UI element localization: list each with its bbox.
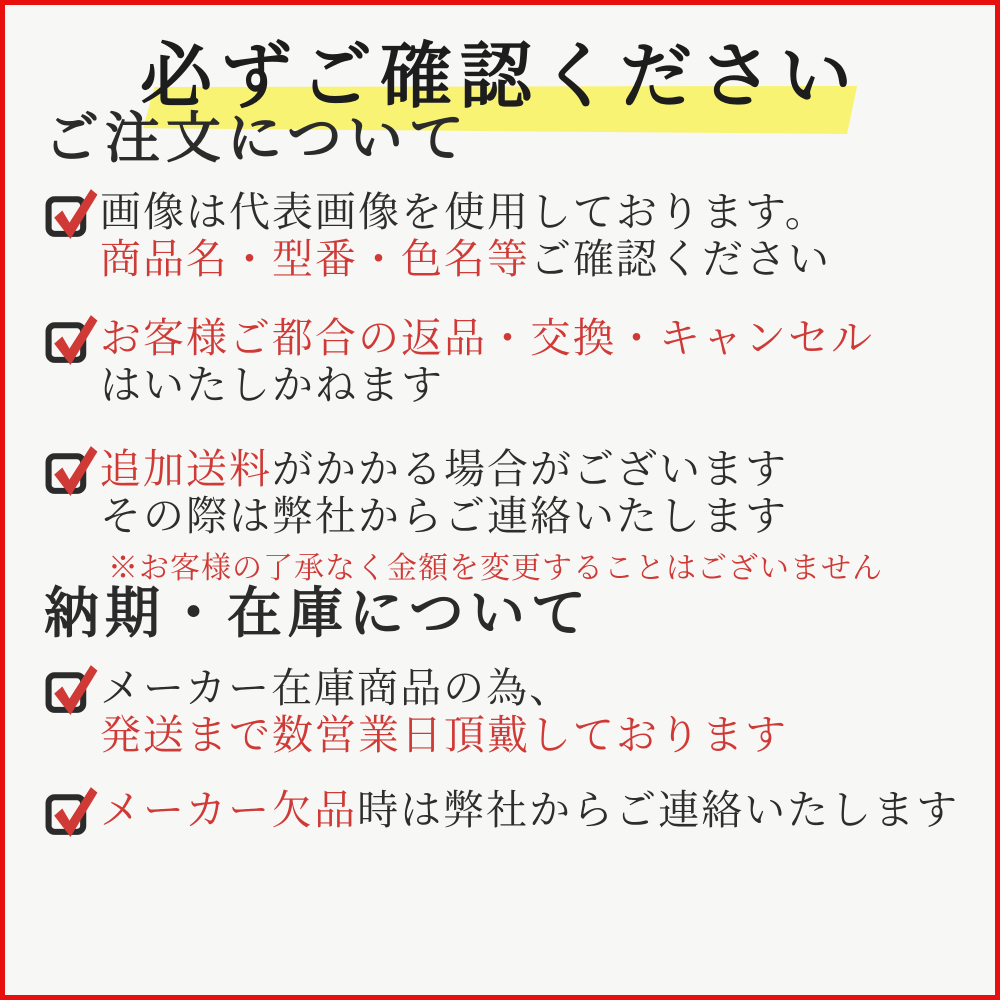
item-text: その際は弊社からご連絡いたします bbox=[100, 491, 788, 540]
checklist-item-maker-stock bbox=[44, 665, 960, 759]
item-text-emphasis: 商品名・型番・色名等 bbox=[100, 235, 530, 284]
item-text: はいたしかねます bbox=[100, 361, 444, 410]
checklist-item-maker-shortage bbox=[44, 787, 960, 839]
section-heading-order: ご注文について bbox=[44, 105, 470, 170]
item-text: 時は弊社からご連絡いたします bbox=[357, 786, 960, 835]
item-line bbox=[100, 446, 883, 493]
item-line bbox=[100, 493, 883, 540]
item-line bbox=[100, 712, 788, 759]
item-text-emphasis: お客様ご都合の返品・交換・キャンセル bbox=[100, 314, 874, 363]
item-text: がかかる場合がございます bbox=[272, 444, 788, 493]
notice-content bbox=[0, 105, 1000, 839]
checklist-item-representative-image bbox=[44, 189, 960, 283]
section-heading-stock: 納期・在庫について bbox=[44, 579, 592, 645]
section-stock bbox=[44, 579, 960, 839]
checked-checkbox-icon bbox=[44, 783, 100, 839]
checklist-item-extra-shipping bbox=[44, 446, 960, 585]
checked-checkbox-icon bbox=[44, 442, 100, 498]
item-text-emphasis: メーカー欠品 bbox=[100, 786, 358, 835]
item-text-emphasis: 追加送料 bbox=[100, 444, 272, 493]
item-line bbox=[100, 665, 788, 712]
checked-checkbox-icon bbox=[44, 311, 100, 367]
item-line bbox=[100, 787, 959, 834]
section-order bbox=[44, 105, 960, 586]
item-line bbox=[100, 189, 831, 236]
item-text-emphasis: 発送まで数営業日頂戴しております bbox=[100, 710, 788, 759]
item-line bbox=[100, 362, 874, 409]
item-line bbox=[100, 236, 831, 283]
item-text: 画像は代表画像を使用しております。 bbox=[100, 188, 828, 236]
checklist-item-returns bbox=[44, 315, 960, 409]
item-text: メーカー在庫商品の為、 bbox=[100, 663, 573, 712]
item-text: ご確認ください bbox=[530, 235, 831, 284]
item-footnote: ※お客様の了承なく金額を変更することはございません bbox=[108, 550, 883, 586]
checked-checkbox-icon bbox=[44, 661, 100, 717]
item-line bbox=[100, 315, 874, 362]
title-banner bbox=[0, 0, 1000, 118]
checked-checkbox-icon bbox=[44, 185, 100, 241]
page-title: 必ずご確認ください bbox=[139, 33, 860, 118]
